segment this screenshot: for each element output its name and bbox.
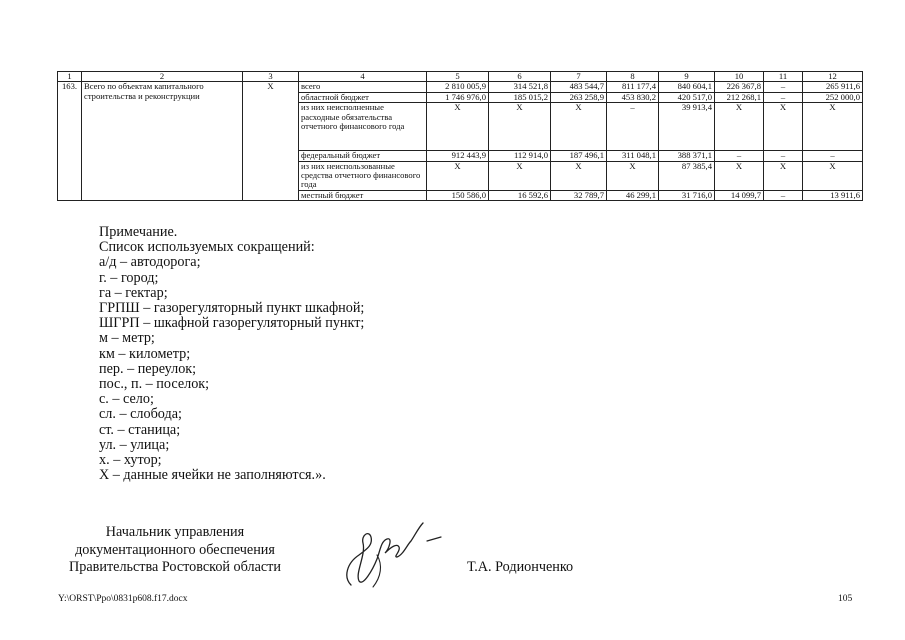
- funding-source-label: областной бюджет: [299, 92, 427, 102]
- note-line: пер. – переулок;: [99, 360, 197, 377]
- column-number-header: 8: [607, 72, 659, 82]
- value-cell: 150 586,0: [427, 190, 489, 200]
- column-number-header: 10: [715, 72, 764, 82]
- table-header-row: [58, 72, 863, 82]
- value-cell: –: [803, 151, 863, 161]
- value-cell: Х: [427, 103, 489, 151]
- funding-source-label: федеральный бюджет: [299, 151, 427, 161]
- value-cell: –: [764, 151, 803, 161]
- column-number-header: 9: [659, 72, 715, 82]
- value-cell: 112 914,0: [489, 151, 551, 161]
- value-cell: Х: [715, 161, 764, 190]
- column-number-header: 12: [803, 72, 863, 82]
- value-cell: 453 830,2: [607, 92, 659, 102]
- note-line: г. – город;: [99, 269, 159, 286]
- value-cell: 388 371,1: [659, 151, 715, 161]
- value-cell: 87 385,4: [659, 161, 715, 190]
- value-cell: Х: [764, 103, 803, 151]
- value-cell: 39 913,4: [659, 103, 715, 151]
- column-number-header: 2: [82, 72, 243, 82]
- value-cell: Х: [551, 161, 607, 190]
- value-cell: 1 746 976,0: [427, 92, 489, 102]
- funding-source-label: всего: [299, 82, 427, 92]
- note-line: ГРПШ – газорегуляторный пункт шкафной;: [99, 300, 365, 317]
- note-line: ШГРП – шкафной газорегуляторный пункт;: [99, 315, 365, 332]
- value-cell: 16 592,6: [489, 190, 551, 200]
- note-heading: Примечание.: [99, 224, 178, 240]
- object-name-cell: Всего по объектам капитального строительства и реконструкции: [82, 82, 243, 201]
- value-cell: –: [607, 103, 659, 151]
- value-cell: Х: [715, 103, 764, 151]
- funding-source-label: местный бюджет: [299, 190, 427, 200]
- note-line: м – метр;: [99, 330, 155, 347]
- budget-table: [57, 71, 863, 201]
- note-line: ст. – станица;: [99, 421, 181, 438]
- note-line: х. – хутор;: [99, 452, 162, 469]
- column-number-header: 5: [427, 72, 489, 82]
- value-cell: –: [764, 82, 803, 92]
- note-line: с. – село;: [99, 391, 154, 408]
- value-cell: 212 268,1: [715, 92, 764, 102]
- value-cell: 483 544,7: [551, 82, 607, 92]
- value-cell: Х: [551, 103, 607, 151]
- note-line: сл. – слобода;: [99, 406, 182, 423]
- value-cell: 263 258,9: [551, 92, 607, 102]
- signatory-name: Т.А. Родионченко: [467, 559, 574, 575]
- row-number-cell: 163.: [58, 82, 82, 201]
- signatory-title-line: Правительства Ростовской области: [69, 559, 281, 575]
- note-line: а/д – автодорога;: [99, 254, 201, 271]
- note-line: км – километр;: [99, 345, 191, 362]
- table-row: [58, 82, 863, 92]
- column-number-header: 3: [243, 72, 299, 82]
- value-cell: 311 048,1: [607, 151, 659, 161]
- page-number: 105: [838, 594, 853, 604]
- value-cell: –: [764, 190, 803, 200]
- funding-source-label: из них неисполненные расходные обязательства отчетного финансового года: [299, 103, 427, 151]
- footer-file-path: Y:\ORST\Ppo\0831p608.f17.docx: [58, 594, 188, 604]
- value-cell: 13 911,6: [803, 190, 863, 200]
- value-cell: 226 367,8: [715, 82, 764, 92]
- value-cell: 187 496,1: [551, 151, 607, 161]
- value-cell: 185 015,2: [489, 92, 551, 102]
- value-cell: Х: [607, 161, 659, 190]
- note-line: ул. – улица;: [99, 436, 170, 453]
- note-line: Х – данные ячейки не заполняются.».: [99, 467, 326, 484]
- column-number-header: 11: [764, 72, 803, 82]
- note-line: га – гектар;: [99, 284, 168, 301]
- value-cell: Х: [489, 161, 551, 190]
- value-cell: 840 604,1: [659, 82, 715, 92]
- value-cell: 912 443,9: [427, 151, 489, 161]
- value-cell: 252 000,0: [803, 92, 863, 102]
- abbreviations-note: [99, 225, 364, 483]
- column-number-header: 6: [489, 72, 551, 82]
- value-cell: Х: [803, 161, 863, 190]
- note-line: пос., п. – поселок;: [99, 376, 210, 393]
- value-cell: 2 810 005,9: [427, 82, 489, 92]
- value-cell: –: [715, 151, 764, 161]
- value-cell: Х: [427, 161, 489, 190]
- value-cell: 32 789,7: [551, 190, 607, 200]
- value-cell: Х: [489, 103, 551, 151]
- value-cell: 420 517,0: [659, 92, 715, 102]
- value-cell: 265 911,6: [803, 82, 863, 92]
- value-cell: 31 716,0: [659, 190, 715, 200]
- column-number-header: 4: [299, 72, 427, 82]
- value-cell: 314 521,8: [489, 82, 551, 92]
- signatory-title-line: документационного обеспечения: [75, 541, 275, 558]
- funding-source-label: из них неиспользованные средства отчетного финансового года: [299, 161, 427, 190]
- value-cell: –: [764, 92, 803, 102]
- value-cell: Х: [764, 161, 803, 190]
- value-cell: 14 099,7: [715, 190, 764, 200]
- column-number-header: 1: [58, 72, 82, 82]
- signatory-title: [60, 524, 290, 577]
- value-cell: Х: [803, 103, 863, 151]
- signatory-title-line: Начальник управления: [105, 524, 245, 540]
- note-line: Список используемых сокращений:: [99, 239, 315, 256]
- column-number-header: 7: [551, 72, 607, 82]
- value-cell: 811 177,4: [607, 82, 659, 92]
- handwritten-signature: [333, 515, 443, 590]
- value-cell: 46 299,1: [607, 190, 659, 200]
- column-3-cell: Х: [243, 82, 299, 201]
